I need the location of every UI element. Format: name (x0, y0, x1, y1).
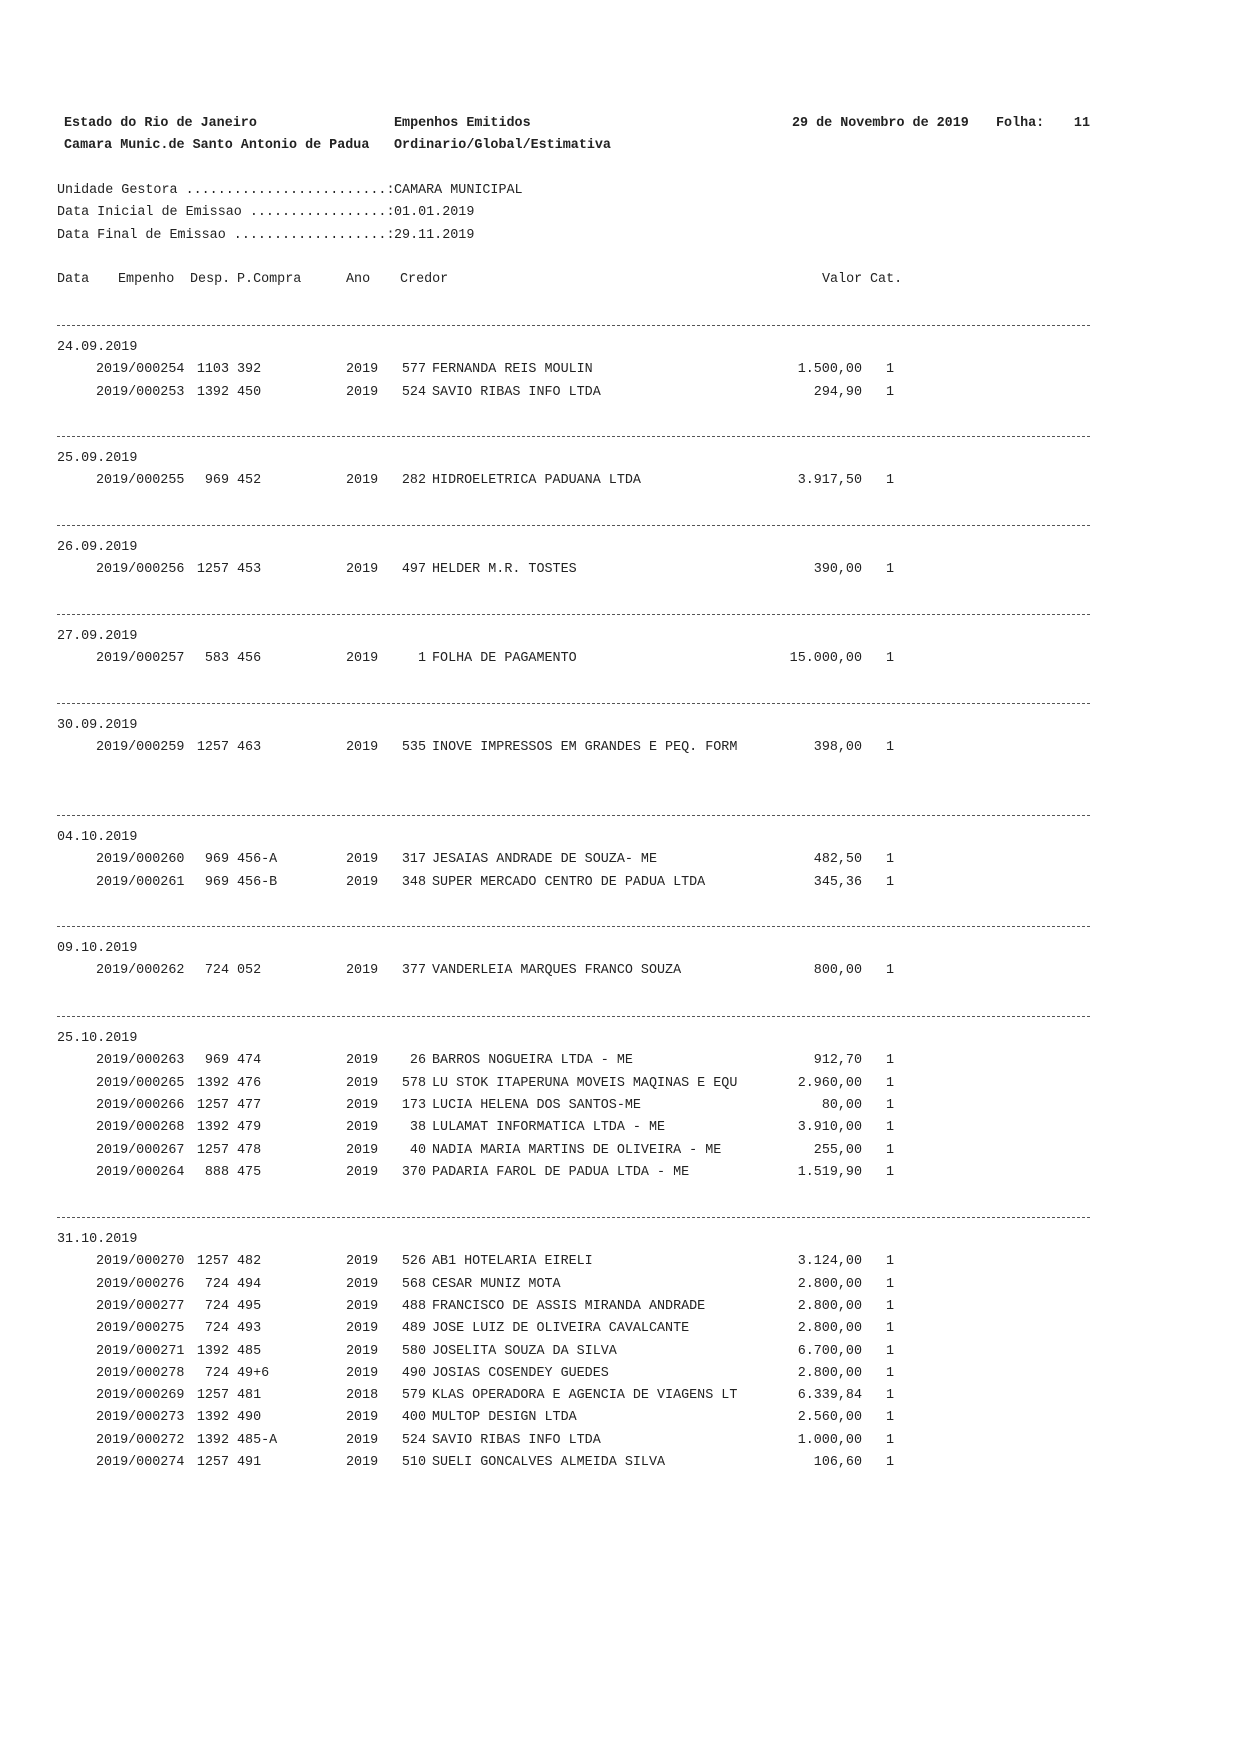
cat-value: 1 (886, 1164, 895, 1180)
credor-name: VANDERLEIA MARQUES FRANCO SOUZA (432, 963, 682, 979)
credor-code: 580 (401, 1343, 426, 1359)
pcompra-number: 456 (237, 651, 262, 667)
empenho-number: 2019/000265 (96, 1075, 185, 1091)
credor-name: JOSELITA SOUZA DA SILVA (432, 1343, 617, 1359)
empenho-number: 2019/000260 (96, 852, 185, 868)
empenho-number: 2019/000267 (96, 1142, 185, 1158)
group-date: 09.10.2019 (57, 941, 138, 956)
cat-value: 1 (886, 1298, 895, 1314)
credor-name: LU STOK ITAPERUNA MOVEIS MAQINAS E EQU (432, 1075, 738, 1091)
report-date: 29 de Novembro de 2019 (792, 116, 969, 131)
group-date: 30.09.2019 (57, 718, 138, 733)
cat-value: 1 (886, 1142, 895, 1158)
group-date: 27.09.2019 (57, 629, 138, 644)
ano-value: 2019 (346, 1075, 379, 1091)
valor-amount: 2.800,00 (797, 1365, 862, 1381)
credor-name: SAVIO RIBAS INFO LTDA (432, 1432, 601, 1448)
valor-amount: 2.560,00 (797, 1410, 862, 1426)
separator-line (57, 703, 1090, 704)
empenho-number: 2019/000276 (96, 1276, 185, 1292)
col-header-desp: Desp. (190, 272, 231, 287)
credor-code: 40 (409, 1142, 426, 1158)
valor-amount: 800,00 (813, 963, 862, 979)
credor-name: FRANCISCO DE ASSIS MIRANDA ANDRADE (432, 1298, 706, 1314)
empenho-number: 2019/000257 (96, 651, 185, 667)
pcompra-number: 49+6 (237, 1365, 270, 1381)
credor-name: LULAMAT INFORMATICA LTDA - ME (432, 1120, 666, 1136)
credor-code: 282 (401, 473, 426, 489)
col-header-cat: Cat. (870, 272, 903, 287)
param-label-data-final: Data Final de Emissao ...................: (57, 228, 395, 243)
pcompra-number: 456-A (237, 852, 278, 868)
cat-value: 1 (886, 384, 895, 400)
desp-code: 1392 (196, 1343, 229, 1359)
group-date: 25.10.2019 (57, 1031, 138, 1046)
valor-amount: 3.124,00 (797, 1254, 862, 1270)
header-state: Estado do Rio de Janeiro (64, 116, 257, 131)
credor-code: 490 (401, 1365, 426, 1381)
desp-code: 1392 (196, 1432, 229, 1448)
ano-value: 2019 (346, 963, 379, 979)
desp-code: 1257 (196, 1142, 229, 1158)
pcompra-number: 481 (237, 1388, 262, 1404)
credor-name: JOSIAS COSENDEY GUEDES (432, 1365, 609, 1381)
col-header-data: Data (57, 272, 90, 287)
empenho-number: 2019/000259 (96, 740, 185, 756)
credor-name: CESAR MUNIZ MOTA (432, 1276, 561, 1292)
valor-amount: 1.000,00 (797, 1432, 862, 1448)
col-header-pcompra: P.Compra (237, 272, 302, 287)
desp-code: 969 (204, 874, 229, 890)
ano-value: 2019 (346, 1321, 379, 1337)
pcompra-number: 463 (237, 740, 262, 756)
credor-code: 317 (401, 852, 426, 868)
ano-value: 2019 (346, 651, 379, 667)
empenho-number: 2019/000277 (96, 1298, 185, 1314)
cat-value: 1 (886, 362, 895, 378)
credor-name: SAVIO RIBAS INFO LTDA (432, 384, 601, 400)
col-header-valor: Valor (822, 272, 863, 287)
cat-value: 1 (886, 740, 895, 756)
separator-line (57, 525, 1090, 526)
credor-name: FERNANDA REIS MOULIN (432, 362, 593, 378)
separator-line (57, 815, 1090, 816)
pcompra-number: 491 (237, 1455, 262, 1470)
ano-value: 2019 (346, 740, 379, 756)
pcompra-number: 474 (237, 1053, 262, 1069)
valor-amount: 6.339,84 (797, 1388, 862, 1404)
credor-code: 489 (401, 1321, 426, 1337)
empenho-number: 2019/000278 (96, 1365, 185, 1381)
valor-amount: 255,00 (813, 1142, 862, 1158)
valor-amount: 2.800,00 (797, 1321, 862, 1337)
cat-value: 1 (886, 562, 895, 578)
cat-value: 1 (886, 1097, 895, 1113)
col-header-credor: Credor (400, 272, 449, 287)
pcompra-number: 450 (237, 384, 262, 400)
empenho-number: 2019/000254 (96, 362, 185, 378)
pcompra-number: 493 (237, 1321, 262, 1337)
group-date: 24.09.2019 (57, 340, 138, 355)
empenho-number: 2019/000272 (96, 1432, 185, 1448)
desp-code: 724 (204, 1276, 229, 1292)
group-date: 31.10.2019 (57, 1232, 138, 1247)
valor-amount: 294,90 (813, 384, 862, 400)
desp-code: 969 (204, 852, 229, 868)
empenho-number: 2019/000255 (96, 473, 185, 489)
param-label-data-inicial: Data Inicial de Emissao .................: (57, 205, 395, 220)
ano-value: 2019 (346, 852, 379, 868)
cat-value: 1 (886, 1075, 895, 1091)
credor-name: PADARIA FAROL DE PADUA LTDA - ME (432, 1164, 690, 1180)
report-title: Empenhos Emitidos (394, 116, 531, 131)
credor-code: 1 (417, 651, 426, 667)
separator-line (57, 1217, 1090, 1218)
ano-value: 2019 (346, 1120, 379, 1136)
col-header-empenho: Empenho (118, 272, 175, 287)
empenho-number: 2019/000270 (96, 1254, 185, 1270)
param-value-data-inicial: 01.01.2019 (394, 205, 475, 220)
pcompra-number: 494 (237, 1276, 262, 1292)
param-value-data-final: 29.11.2019 (394, 228, 475, 243)
cat-value: 1 (886, 1432, 895, 1448)
credor-code: 568 (401, 1276, 426, 1292)
desp-code: 1257 (196, 1455, 229, 1470)
credor-code: 524 (401, 1432, 426, 1448)
cat-value: 1 (886, 1120, 895, 1136)
desp-code: 969 (204, 1053, 229, 1069)
credor-name: JOSE LUIZ DE OLIVEIRA CAVALCANTE (432, 1321, 690, 1337)
valor-amount: 398,00 (813, 740, 862, 756)
separator-line (57, 1016, 1090, 1017)
empenho-number: 2019/000271 (96, 1343, 185, 1359)
desp-code: 1257 (196, 1388, 229, 1404)
separator-line (57, 436, 1090, 437)
valor-amount: 345,36 (813, 874, 862, 890)
valor-amount: 80,00 (821, 1097, 862, 1113)
credor-code: 526 (401, 1254, 426, 1270)
pcompra-number: 477 (237, 1097, 262, 1113)
ano-value: 2019 (346, 384, 379, 400)
header-institution: Camara Munic.de Santo Antonio de Padua (64, 138, 370, 153)
valor-amount: 1.500,00 (797, 362, 862, 378)
desp-code: 583 (204, 651, 229, 667)
pcompra-number: 478 (237, 1142, 262, 1158)
empenho-number: 2019/000273 (96, 1410, 185, 1426)
ano-value: 2018 (346, 1388, 379, 1404)
empenho-number: 2019/000262 (96, 963, 185, 979)
credor-name: FOLHA DE PAGAMENTO (432, 651, 577, 667)
param-value-unidade: CAMARA MUNICIPAL (394, 183, 523, 198)
cat-value: 1 (886, 1053, 895, 1069)
ano-value: 2019 (346, 1097, 379, 1113)
ano-value: 2019 (346, 362, 379, 378)
ano-value: 2019 (346, 1432, 379, 1448)
cat-value: 1 (886, 1388, 895, 1404)
credor-code: 488 (401, 1298, 426, 1314)
separator-line (57, 614, 1090, 615)
cat-value: 1 (886, 1254, 895, 1270)
valor-amount: 912,70 (813, 1053, 862, 1069)
desp-code: 1257 (196, 1097, 229, 1113)
credor-code: 26 (409, 1053, 426, 1069)
credor-code: 578 (401, 1075, 426, 1091)
cat-value: 1 (886, 1276, 895, 1292)
credor-code: 173 (401, 1097, 426, 1113)
credor-code: 524 (401, 384, 426, 400)
desp-code: 1257 (196, 740, 229, 756)
folha-value: 11 (1073, 116, 1090, 131)
credor-name: HIDROELETRICA PADUANA LTDA (432, 473, 641, 489)
report-subtitle: Ordinario/Global/Estimativa (394, 138, 611, 153)
desp-code: 1257 (196, 562, 229, 578)
ano-value: 2019 (346, 1142, 379, 1158)
pcompra-number: 452 (237, 473, 262, 489)
ano-value: 2019 (346, 473, 379, 489)
empenho-number: 2019/000256 (96, 562, 185, 578)
cat-value: 1 (886, 1365, 895, 1381)
credor-name: HELDER M.R. TOSTES (432, 562, 577, 578)
credor-name: MULTOP DESIGN LTDA (432, 1410, 577, 1426)
group-date: 04.10.2019 (57, 830, 138, 845)
desp-code: 1392 (196, 1410, 229, 1426)
desp-code: 1392 (196, 384, 229, 400)
cat-value: 1 (886, 1455, 895, 1470)
pcompra-number: 479 (237, 1120, 262, 1136)
valor-amount: 106,60 (813, 1455, 862, 1470)
ano-value: 2019 (346, 874, 379, 890)
ano-value: 2019 (346, 1410, 379, 1426)
param-label-unidade: Unidade Gestora .........................: (57, 183, 395, 198)
ano-value: 2019 (346, 1164, 379, 1180)
credor-name: INOVE IMPRESSOS EM GRANDES E PEQ. FORM (432, 740, 738, 756)
pcompra-number: 456-B (237, 874, 278, 890)
cat-value: 1 (886, 874, 895, 890)
desp-code: 1392 (196, 1075, 229, 1091)
valor-amount: 1.519,90 (797, 1164, 862, 1180)
separator-line (57, 926, 1090, 927)
pcompra-number: 052 (237, 963, 262, 979)
ano-value: 2019 (346, 1298, 379, 1314)
desp-code: 969 (204, 473, 229, 489)
desp-code: 724 (204, 963, 229, 979)
empenho-number: 2019/000266 (96, 1097, 185, 1113)
credor-code: 535 (401, 740, 426, 756)
empenho-number: 2019/000275 (96, 1321, 185, 1337)
cat-value: 1 (886, 1321, 895, 1337)
credor-code: 348 (401, 874, 426, 890)
pcompra-number: 490 (237, 1410, 262, 1426)
ano-value: 2019 (346, 562, 379, 578)
credor-code: 370 (401, 1164, 426, 1180)
ano-value: 2019 (346, 1365, 379, 1381)
valor-amount: 3.917,50 (797, 473, 862, 489)
credor-name: BARROS NOGUEIRA LTDA - ME (432, 1053, 633, 1069)
credor-name: SUPER MERCADO CENTRO DE PADUA LTDA (432, 874, 706, 890)
empenho-number: 2019/000264 (96, 1164, 185, 1180)
empenho-number: 2019/000253 (96, 384, 185, 400)
credor-code: 510 (401, 1455, 426, 1470)
cat-value: 1 (886, 651, 895, 667)
ano-value: 2019 (346, 1343, 379, 1359)
empenho-number: 2019/000268 (96, 1120, 185, 1136)
desp-code: 888 (204, 1164, 229, 1180)
cat-value: 1 (886, 1410, 895, 1426)
valor-amount: 15.000,00 (789, 651, 862, 667)
ano-value: 2019 (346, 1455, 379, 1470)
valor-amount: 3.910,00 (797, 1120, 862, 1136)
credor-code: 577 (401, 362, 426, 378)
valor-amount: 6.700,00 (797, 1343, 862, 1359)
credor-name: JESAIAS ANDRADE DE SOUZA- ME (432, 852, 657, 868)
pcompra-number: 482 (237, 1254, 262, 1270)
credor-name: LUCIA HELENA DOS SANTOS-ME (432, 1097, 641, 1113)
pcompra-number: 453 (237, 562, 262, 578)
desp-code: 724 (204, 1321, 229, 1337)
valor-amount: 482,50 (813, 852, 862, 868)
desp-code: 1392 (196, 1120, 229, 1136)
cat-value: 1 (886, 963, 895, 979)
group-date: 25.09.2019 (57, 451, 138, 466)
credor-name: SUELI GONCALVES ALMEIDA SILVA (432, 1455, 666, 1470)
folha-label: Folha: (996, 116, 1045, 131)
separator-line (57, 325, 1090, 326)
valor-amount: 2.800,00 (797, 1276, 862, 1292)
valor-amount: 2.800,00 (797, 1298, 862, 1314)
pcompra-number: 485-A (237, 1432, 278, 1448)
pcompra-number: 485 (237, 1343, 262, 1359)
credor-name: AB1 HOTELARIA EIRELI (432, 1254, 593, 1270)
pcompra-number: 495 (237, 1298, 262, 1314)
empenho-number: 2019/000261 (96, 874, 185, 890)
empenho-number: 2019/000269 (96, 1388, 185, 1404)
cat-value: 1 (886, 1343, 895, 1359)
credor-code: 400 (401, 1410, 426, 1426)
ano-value: 2019 (346, 1254, 379, 1270)
credor-code: 377 (401, 963, 426, 979)
credor-code: 38 (409, 1120, 426, 1136)
credor-code: 497 (401, 562, 426, 578)
credor-name: KLAS OPERADORA E AGENCIA DE VIAGENS LT (432, 1388, 738, 1404)
desp-code: 724 (204, 1298, 229, 1314)
cat-value: 1 (886, 473, 895, 489)
credor-name: NADIA MARIA MARTINS DE OLIVEIRA - ME (432, 1142, 722, 1158)
ano-value: 2019 (346, 1053, 379, 1069)
pcompra-number: 392 (237, 362, 262, 378)
empenho-number: 2019/000263 (96, 1053, 185, 1069)
pcompra-number: 476 (237, 1075, 262, 1091)
ano-value: 2019 (346, 1276, 379, 1292)
desp-code: 1103 (196, 362, 229, 378)
pcompra-number: 475 (237, 1164, 262, 1180)
cat-value: 1 (886, 852, 895, 868)
empenho-number: 2019/000274 (96, 1455, 185, 1470)
group-date: 26.09.2019 (57, 540, 138, 555)
desp-code: 724 (204, 1365, 229, 1381)
col-header-ano: Ano (346, 272, 371, 287)
desp-code: 1257 (196, 1254, 229, 1270)
valor-amount: 390,00 (813, 562, 862, 578)
credor-code: 579 (401, 1388, 426, 1404)
valor-amount: 2.960,00 (797, 1075, 862, 1091)
